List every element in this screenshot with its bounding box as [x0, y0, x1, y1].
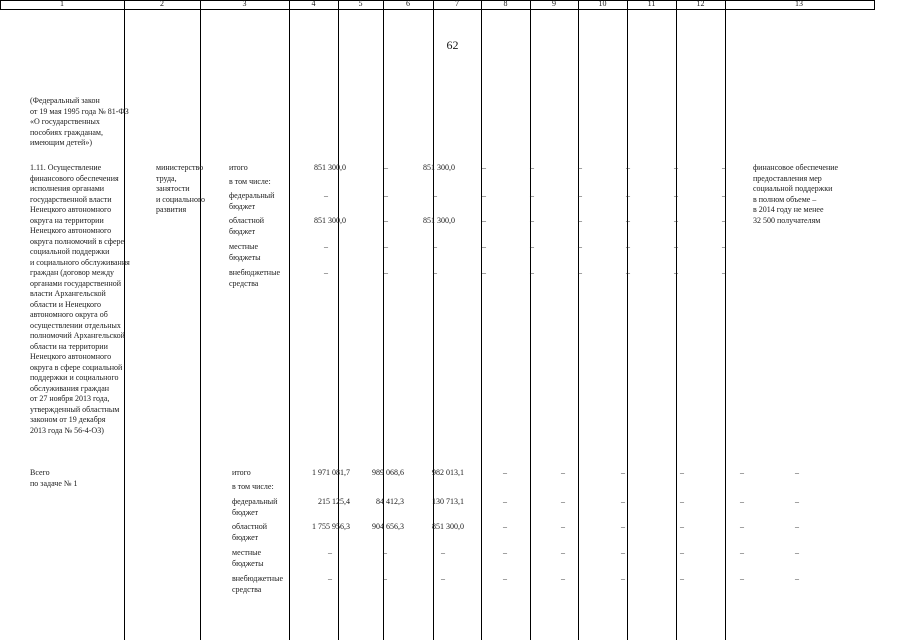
col-divider — [481, 0, 482, 640]
value-cell: – — [328, 574, 332, 583]
source-including: в том числе: — [229, 177, 271, 186]
value-cell: – — [674, 191, 678, 200]
col-divider — [383, 0, 384, 640]
value-cell: – — [795, 548, 799, 557]
value-cell: – — [503, 497, 507, 506]
value-cell: – — [433, 191, 437, 200]
value-cell: – — [578, 216, 582, 225]
value-cell: – — [503, 548, 507, 557]
source-extrabudget: внебюджетные средства — [229, 268, 280, 288]
value-cell: – — [626, 163, 630, 172]
value-cell: – — [722, 163, 726, 172]
col-divider — [725, 0, 726, 640]
value-cell: 904 656,3 — [372, 522, 404, 531]
value-cell: – — [680, 548, 684, 557]
value-cell: – — [384, 268, 388, 277]
value-cell: – — [482, 163, 486, 172]
header-col-9: 9 — [552, 0, 556, 8]
source-total: итого — [232, 468, 251, 477]
value-cell: – — [578, 163, 582, 172]
value-cell: 851 300,0 — [314, 163, 346, 172]
value-cell: – — [383, 574, 387, 583]
value-cell: – — [324, 242, 328, 251]
page-number: 62 — [446, 38, 459, 52]
value-cell: – — [441, 574, 445, 583]
value-cell: – — [621, 522, 625, 531]
row-result: финансовое обеспечение предоставления мер социальной поддержки в полном объеме – в 2014 году не менее 32 500 получателям — [753, 163, 839, 225]
source-extrabudget: внебюджетные средства — [232, 574, 283, 594]
header-col-2: 2 — [160, 0, 164, 8]
value-cell: – — [674, 268, 678, 277]
source-local: местные бюджеты — [232, 548, 264, 568]
source-federal: федеральный бюджет — [232, 497, 278, 517]
header-col-11: 11 — [647, 0, 656, 8]
value-cell: – — [680, 497, 684, 506]
law-reference: (Федеральный закон от 19 мая 1995 года № 81-ФЗ «О государственных пособиях гражданам, имеющим детей») — [30, 96, 129, 147]
value-cell: 1 755 956,3 — [312, 522, 350, 531]
value-cell: – — [482, 242, 486, 251]
value-cell: – — [740, 468, 744, 477]
value-cell: – — [561, 497, 565, 506]
value-cell: – — [433, 268, 437, 277]
value-cell: – — [482, 268, 486, 277]
value-cell: – — [482, 191, 486, 200]
value-cell: 982 013,1 — [432, 468, 464, 477]
value-cell: – — [530, 191, 534, 200]
value-cell: 989 068,6 — [372, 468, 404, 477]
col-divider — [338, 0, 339, 640]
value-cell: – — [740, 548, 744, 557]
header-col-12: 12 — [696, 0, 705, 8]
value-cell: – — [561, 522, 565, 531]
value-cell: – — [578, 191, 582, 200]
value-cell: – — [740, 497, 744, 506]
value-cell: – — [795, 497, 799, 506]
source-regional: областной бюджет — [232, 522, 268, 542]
header-col-10: 10 — [598, 0, 607, 8]
value-cell: – — [674, 242, 678, 251]
source-regional: областной бюджет — [229, 216, 265, 236]
value-cell: – — [674, 216, 678, 225]
value-cell: – — [384, 216, 388, 225]
value-cell: 851 300,0 — [423, 163, 455, 172]
col-divider — [530, 0, 531, 640]
header-col-1: 1 — [60, 0, 64, 8]
source-federal: федеральный бюджет — [229, 191, 275, 211]
table-header — [0, 0, 875, 10]
value-cell: – — [578, 242, 582, 251]
value-cell: – — [384, 242, 388, 251]
col-divider — [627, 0, 628, 640]
source-total: итого — [229, 163, 248, 172]
value-cell: – — [740, 522, 744, 531]
value-cell: 84 412,3 — [376, 497, 404, 506]
value-cell: – — [795, 468, 799, 477]
header-col-13: 13 — [795, 0, 803, 8]
value-cell: – — [795, 574, 799, 583]
col-divider — [676, 0, 677, 640]
header-col-3: 3 — [242, 0, 247, 8]
total-title: Всего по задаче № 1 — [30, 468, 78, 488]
value-cell: – — [680, 522, 684, 531]
col-divider — [200, 0, 201, 640]
value-cell: – — [578, 268, 582, 277]
value-cell: – — [621, 468, 625, 477]
value-cell: – — [722, 268, 726, 277]
header-col-8: 8 — [503, 0, 508, 8]
value-cell: – — [722, 191, 726, 200]
source-including: в том числе: — [232, 482, 274, 491]
value-cell: 851 300,0 — [432, 522, 464, 531]
value-cell: 851 300,0 — [423, 216, 455, 225]
value-cell: – — [561, 468, 565, 477]
source-local: местные бюджеты — [229, 242, 261, 262]
value-cell: – — [328, 548, 332, 557]
value-cell: – — [626, 242, 630, 251]
header-col-7: 7 — [455, 0, 459, 8]
header-col-5: 5 — [358, 0, 363, 8]
value-cell: 1 971 081,7 — [312, 468, 350, 477]
value-cell: – — [530, 268, 534, 277]
value-cell: – — [680, 574, 684, 583]
col-divider — [578, 0, 579, 640]
value-cell: – — [384, 191, 388, 200]
value-cell: – — [674, 163, 678, 172]
value-cell: – — [626, 191, 630, 200]
value-cell: – — [503, 574, 507, 583]
value-cell: – — [561, 548, 565, 557]
value-cell: – — [324, 268, 328, 277]
value-cell: – — [384, 163, 388, 172]
value-cell: – — [441, 548, 445, 557]
value-cell: – — [626, 216, 630, 225]
value-cell: – — [324, 191, 328, 200]
value-cell: – — [561, 574, 565, 583]
value-cell: – — [722, 242, 726, 251]
value-cell: – — [621, 574, 625, 583]
value-cell: – — [482, 216, 486, 225]
value-cell: – — [503, 468, 507, 477]
col-divider — [433, 0, 434, 640]
value-cell: – — [795, 522, 799, 531]
value-cell: – — [626, 268, 630, 277]
header-col-4: 4 — [311, 0, 316, 8]
value-cell: 130 713,1 — [432, 497, 464, 506]
value-cell: – — [503, 522, 507, 531]
value-cell: – — [621, 548, 625, 557]
value-cell: 851 300,0 — [314, 216, 346, 225]
row-title: 1.11. Осуществление финансового обеспечения исполнения органами государственной власти Ненецкого автономного округа на территории Ненецкого автономного округа полномочий в сфере социальной поддержки и социального обслуживания граждан (договор между органами государственной власти Архангельской области и Ненецкого автономного округа об осуществлении отдельных полномочий Архангельской области на территории Ненецкого автономного округа в сфере социальной поддержки и социального обслуживания граждан от 27 ноября 2013 года, утвержденный областным законом от 19 декабря 2013 года № 56-4-ОЗ) — [30, 163, 130, 435]
value-cell: – — [433, 242, 437, 251]
value-cell: – — [530, 216, 534, 225]
row-executor: министерство труда, занятости и социального развития — [156, 163, 206, 214]
col-divider — [289, 0, 290, 640]
value-cell: – — [722, 216, 726, 225]
value-cell: – — [530, 242, 534, 251]
value-cell: 215 125,4 — [318, 497, 350, 506]
value-cell: – — [530, 163, 534, 172]
value-cell: – — [740, 574, 744, 583]
value-cell: – — [383, 548, 387, 557]
header-col-6: 6 — [406, 0, 410, 8]
value-cell: – — [621, 497, 625, 506]
value-cell: – — [680, 468, 684, 477]
